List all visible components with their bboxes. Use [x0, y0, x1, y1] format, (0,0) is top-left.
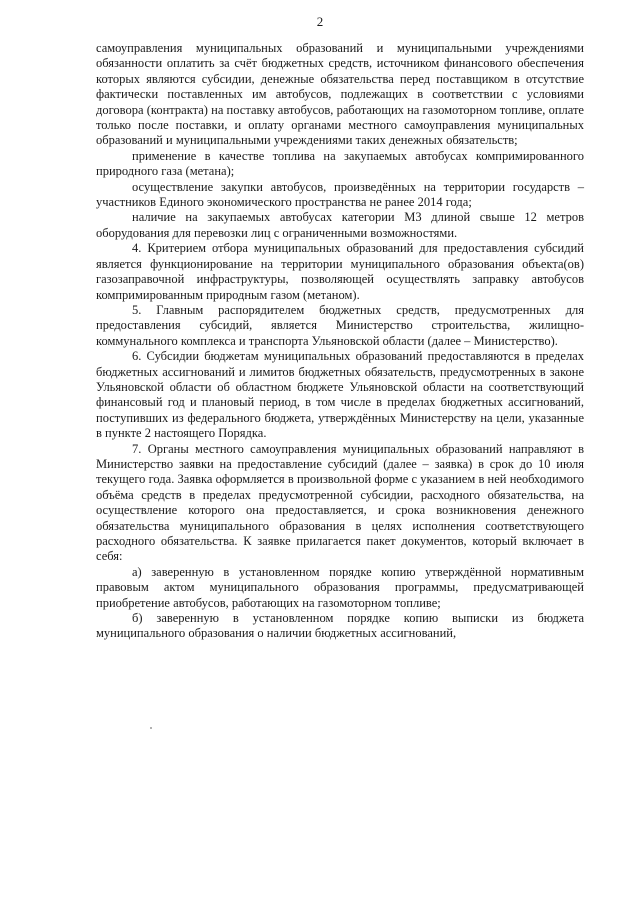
- paragraph-7-applications: 7. Органы местного самоуправления муниципальных образований направляют в Министерство заявки на предоставление субсидий (далее – заявка) в срок до 10 июля текущего года. Заявка оформляется в произвольной форме с указанием в ней необходимого объёма средств в пределах предусмотренной субсидии, расходного обязательства, на осуществление которого она предоставляется, и срока возникновения денежного обязательства муниципального образования в целях исполнения соответствующего расходного обязательства. К заявке прилагается пакет документов, который включает в себя:: [96, 441, 584, 564]
- paragraph-bus-origin: осуществление закупки автобусов, произведённых на территории государств – участников Единого экономического пространства не ранее 2014 года;: [96, 179, 584, 210]
- paragraph-6-budget-limits: 6. Субсидии бюджетам муниципальных образований предоставляются в пределах бюджетных ассигнований и лимитов бюджетных обязательств, предусмотренных в законе Ульяновской области об областном бюджете Ульяновской области на соответствующий финансовый год и плановый период, в том числе в пределах бюджетных ассигнований, поступивших из федерального бюджета, утверждённых Министерству на цели, указанные в пункте 2 настоящего Порядка.: [96, 349, 584, 441]
- paragraph-4-selection-criterion: 4. Критерием отбора муниципальных образований для предоставления субсидий является функционирование на территории муниципального образования объекта(ов) газозаправочной инфраструктуры, позволяющей осуществлять заправку автобусов компримированным природным газом (метаном).: [96, 241, 584, 302]
- scan-artifact: [150, 727, 152, 729]
- document-body: [96, 41, 584, 642]
- paragraph-methane-fuel: применение в качестве топлива на закупаемых автобусах компримированного природного газа (метана);: [96, 148, 584, 179]
- paragraph-7b-budget-extract: б) заверенную в установленном порядке копию выписки из бюджета муниципального образования о наличии бюджетных ассигнований,: [96, 611, 584, 641]
- paragraph-accessibility: наличие на закупаемых автобусах категории М3 длиной свыше 12 метров оборудования для перевозки лиц с ограниченными возможностями.: [96, 210, 584, 240]
- paragraph-obligations: самоуправления муниципальных образований и муниципальными учреждениями обязанности оплатить за счёт бюджетных средств, источником финансового обеспечения которых являются субсидии, денежные обязательства перед поставщиком в отсутствие фактически поставленных им автобусов, подлежащих в соответствии с условиями договора (контракта) на поставку автобусов, работающих на газомоторном топливе, оплате только после поставки, и оплату органами местного самоуправления муниципальных образований и муниципальными учреждениями таких денежных обязательств;: [96, 41, 584, 148]
- paragraph-5-chief-administrator: 5. Главным распорядителем бюджетных средств, предусмотренных для предоставления субсидий, является Министерство строительства, жилищно-коммунального комплекса и транспорта Ульяновской области (далее – Министерство).: [96, 302, 584, 348]
- paragraph-7a-program-copy: а) заверенную в установленном порядке копию утверждённой нормативным правовым актом муниципального образования программы, предусматривающей приобретение автобусов, работающих на газомоторном топливе;: [96, 564, 584, 610]
- page-number: 2: [316, 14, 324, 29]
